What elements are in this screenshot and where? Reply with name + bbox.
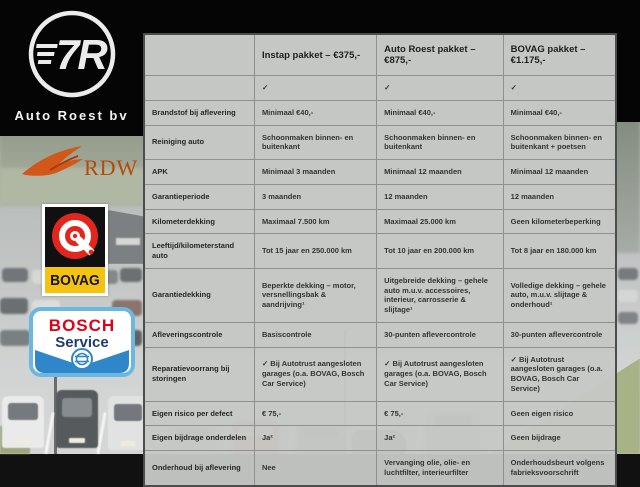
cell-value: ✓ — [503, 76, 616, 101]
row-label: Eigen bijdrage onderdelen — [144, 426, 254, 451]
bosch-wordmark: BOSCH — [48, 316, 116, 335]
logo-monogram: 7R — [56, 31, 106, 78]
cell-value: Ja² — [377, 426, 503, 451]
cell-value: Volledige dekking – gehele auto, m.u.v. slijtage & onderhoud¹ — [503, 268, 616, 322]
cell-value: ✓ Bij Autotrust aangesloten garages (o.a. BOVAG, Bosch Car Service) — [254, 347, 376, 401]
table-body — [144, 76, 616, 486]
cell-value: Basiscontrole — [254, 322, 376, 347]
cell-value: Schoonmaken binnen- en buitenkant — [377, 125, 503, 160]
table-row — [144, 100, 616, 125]
row-label: Leeftijd/kilometerstand auto — [144, 234, 254, 269]
row-label: Reparatievoorrang bij storingen — [144, 347, 254, 401]
cell-value: Vervanging olie, olie- en luchtfilter, interieurfilter — [377, 451, 503, 486]
cell-value: Schoonmaken binnen- en buitenkant — [254, 125, 376, 160]
cell-value: ✓ — [377, 76, 503, 101]
row-label — [144, 76, 254, 101]
cell-value: Tot 10 jaar en 200.000 km — [377, 234, 503, 269]
row-label: Afleveringscontrole — [144, 322, 254, 347]
cell-value: Geen eigen risico — [503, 401, 616, 426]
row-label: Garantieperiode — [144, 184, 254, 209]
table-row — [144, 184, 616, 209]
table-row — [144, 347, 616, 401]
cell-value: Ja² — [254, 426, 376, 451]
cell-value: Minimaal €40,- — [254, 100, 376, 125]
row-label: Brandstof bij aflevering — [144, 100, 254, 125]
package-table — [143, 33, 617, 487]
cell-value: Geen bijdrage — [503, 426, 616, 451]
bovag-wordmark-band — [45, 267, 105, 293]
cell-value: Tot 15 jaar en 250.000 km — [254, 234, 376, 269]
bosch-service-logo-icon — [28, 306, 136, 378]
table-row — [144, 234, 616, 269]
row-label: Onderhoud bij aflevering — [144, 451, 254, 486]
rdw-logo-icon — [20, 144, 139, 192]
cell-value: Nee — [254, 451, 376, 486]
column-header: Instap pakket – €375,- — [254, 34, 376, 76]
table-header-row — [144, 34, 616, 76]
cell-value: 12 maanden — [503, 184, 616, 209]
bovag-wordmark: BOVAG — [50, 271, 100, 289]
cell-value: Maximaal 7.500 km — [254, 209, 376, 234]
cell-value: Onderhoudsbeurt volgens fabrieksvoorschrift — [503, 451, 616, 486]
cell-value: Geen kilometerbeperking — [503, 209, 616, 234]
cell-value: 30-punten aflevercontrole — [377, 322, 503, 347]
cell-value: € 75,- — [377, 401, 503, 426]
table-row — [144, 401, 616, 426]
cell-value: 12 maanden — [377, 184, 503, 209]
company-name: Auto Roest bv — [14, 108, 129, 123]
cell-value: Minimaal €40,- — [503, 100, 616, 125]
column-header: Auto Roest pakket – €875,- — [377, 34, 503, 76]
cell-value: Minimaal €40,- — [377, 100, 503, 125]
cell-value: 30-punten aflevercontrole — [503, 322, 616, 347]
right-black-band — [617, 0, 640, 122]
cell-value: Tot 8 jaar en 180.000 km — [503, 234, 616, 269]
cell-value: 3 maanden — [254, 184, 376, 209]
table-row — [144, 426, 616, 451]
cell-value: € 75,- — [254, 401, 376, 426]
row-label: Reiniging auto — [144, 125, 254, 160]
table-row — [144, 322, 616, 347]
row-label: APK — [144, 160, 254, 185]
cell-value: Minimaal 12 maanden — [503, 160, 616, 185]
rdw-wordmark: RDW — [84, 155, 139, 180]
table-header — [144, 34, 616, 76]
row-label: Garantiedekking — [144, 268, 254, 322]
cell-value: Minimaal 3 maanden — [254, 160, 376, 185]
cell-value: ✓ Bij Autotrust aangesloten garages (o.a. BOVAG, Bosch Car Service) — [377, 347, 503, 401]
corner-cell — [144, 34, 254, 76]
table-row — [144, 209, 616, 234]
column-header: BOVAG pakket – €1.175,- — [503, 34, 616, 76]
table-row — [144, 76, 616, 101]
table-row — [144, 160, 616, 185]
cell-value: Beperkte dekking – motor, versnellingsbak & aandrijving¹ — [254, 268, 376, 322]
cell-value: Schoonmaken binnen- en buitenkant + poetsen — [503, 125, 616, 160]
cell-value: Uitgebreide dekking – gehele auto m.u.v. accessoires, interieur, carrosserie & slijtage¹ — [377, 268, 503, 322]
auto-roest-logo-icon — [16, 6, 126, 102]
cell-value: Maximaal 25.000 km — [377, 209, 503, 234]
bovag-logo-icon — [45, 207, 105, 267]
package-comparison — [143, 33, 617, 487]
bovag-logo — [42, 204, 108, 296]
cell-value: ✓ Bij Autotrust aangesloten garages (o.a. BOVAG, Bosch Car Service) — [503, 347, 616, 401]
bosch-service-label: Service — [55, 334, 109, 351]
cell-value: Minimaal 12 maanden — [377, 160, 503, 185]
row-label: Kilometerdekking — [144, 209, 254, 234]
table-row — [144, 125, 616, 160]
table-row — [144, 451, 616, 486]
cell-value: ✓ — [254, 76, 376, 101]
table-row — [144, 268, 616, 322]
row-label: Eigen risico per defect — [144, 401, 254, 426]
